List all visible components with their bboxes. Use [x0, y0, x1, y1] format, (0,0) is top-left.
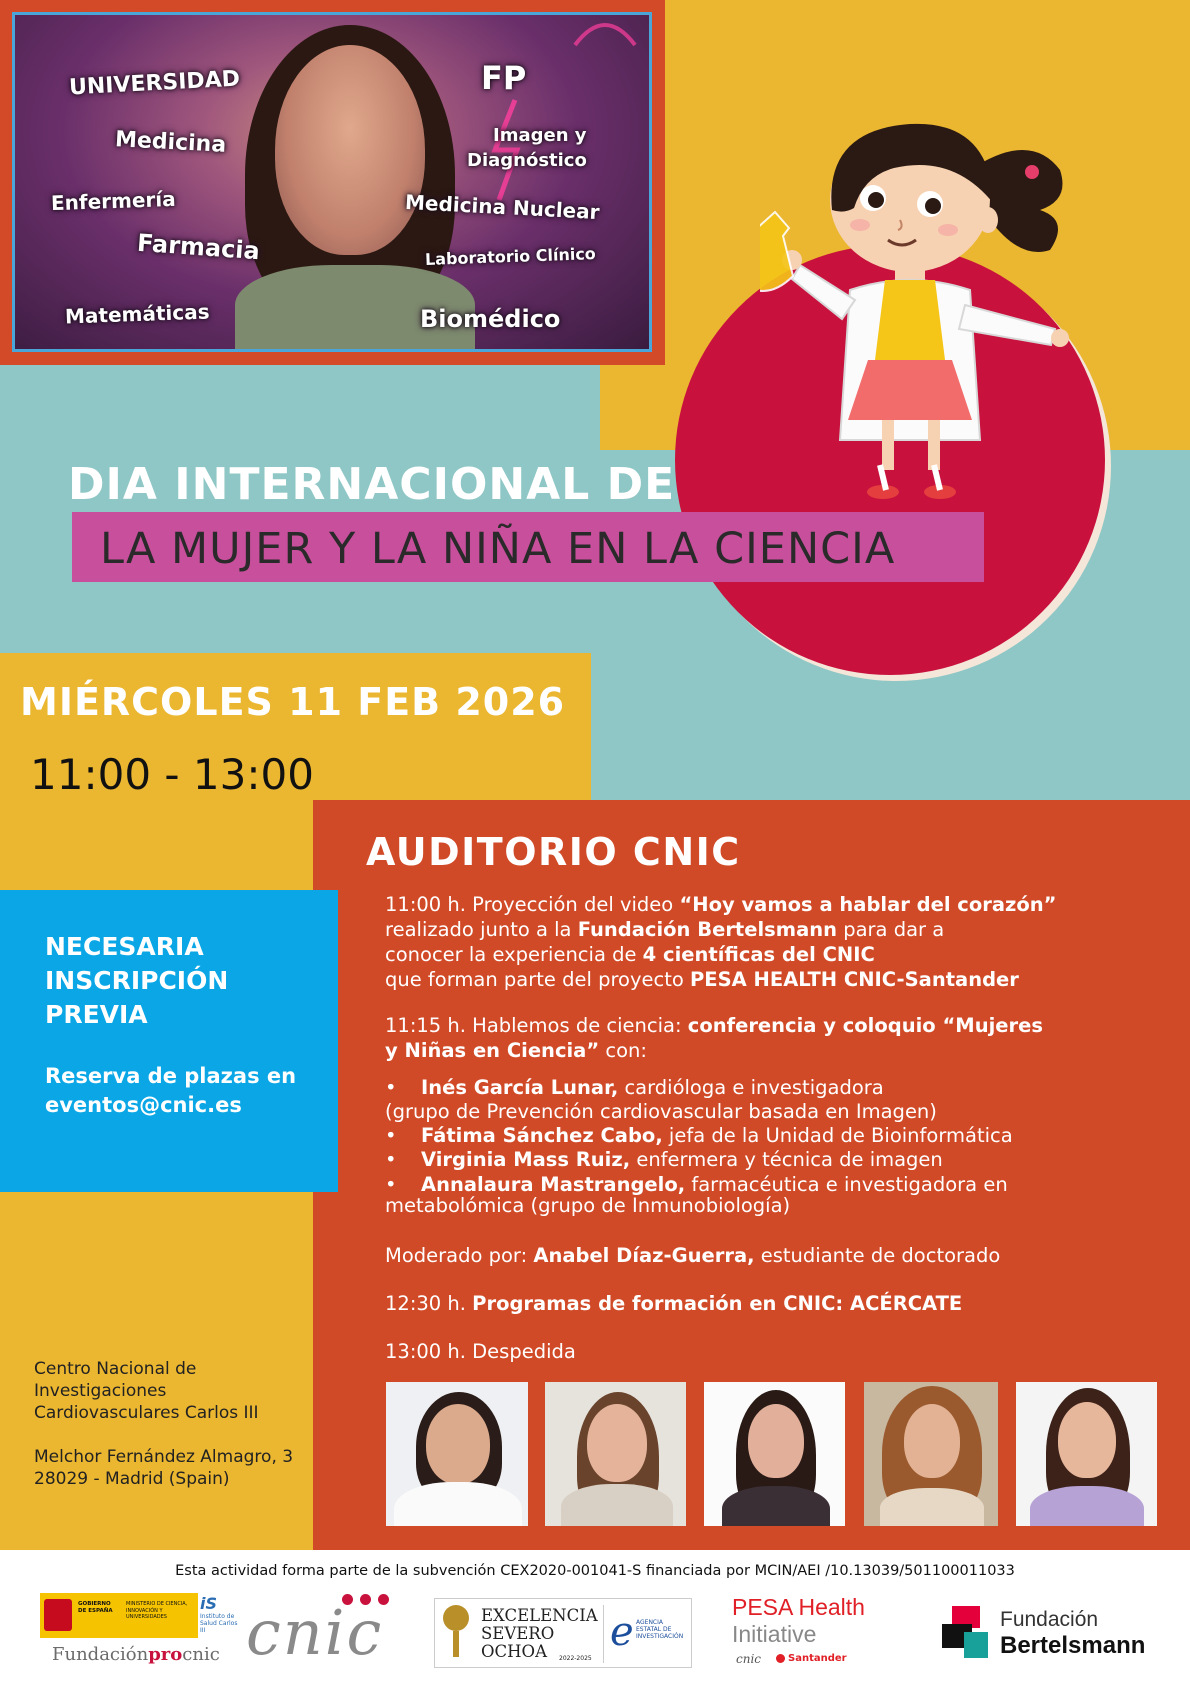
video-word-matematicas: Matemáticas: [64, 299, 210, 329]
bullet-icon: •: [385, 1173, 397, 1196]
speaker-name: Fátima Sánchez Cabo,: [421, 1124, 663, 1147]
address-line: Melchor Fernández Almagro, 3: [34, 1447, 294, 1467]
speaker-item-4: [385, 1174, 1085, 1216]
speaker-item-2: [385, 1124, 1085, 1148]
isciii-text: Instituto de Salud Carlos III: [200, 1613, 238, 1634]
program-text: realizado junto a la: [385, 918, 578, 941]
speaker-name: Virginia Mass Ruiz,: [421, 1148, 631, 1171]
severo-ochoa-text: [481, 1607, 598, 1661]
fundacion-procnic-text: Fundación: [52, 1644, 149, 1665]
isciii-icon: iS: [200, 1594, 218, 1613]
speaker-group: (grupo de Prevención cardiovascular basada en Imagen): [385, 1100, 937, 1123]
moderator-line: [385, 1243, 1085, 1268]
program-text: 11:00 h. Proyección del video: [385, 893, 680, 916]
moderator-name: Anabel Díaz-Guerra,: [533, 1244, 755, 1267]
spain-shield-icon: [44, 1599, 72, 1631]
video-word-enfermeria: Enfermería: [50, 186, 177, 216]
severo-ochoa-line: OCHOA: [481, 1642, 547, 1661]
severo-ochoa-logo: [434, 1598, 692, 1668]
video-word-laboratorio: Laboratorio Clínico: [424, 244, 597, 269]
aei-icon: e: [610, 1609, 634, 1655]
woman-face: [275, 45, 425, 255]
speaker-role: enfermera y técnica de imagen: [630, 1148, 943, 1171]
title-line-1: DIA INTERNACIONAL DE: [68, 459, 676, 510]
address-line: Centro Nacional de: [34, 1359, 197, 1379]
registration-heading: [45, 930, 305, 1032]
fundacion-procnic-logo: [52, 1644, 220, 1665]
program-project: PESA HEALTH CNIC-Santander: [690, 968, 1019, 991]
program-training: Programas de formación en CNIC: ACÉRCATE: [472, 1292, 963, 1315]
program-block-2: [385, 1013, 1085, 1063]
bullet-icon: •: [385, 1148, 397, 1171]
registration-heading-line: INSCRIPCIÓN: [45, 966, 229, 995]
gobierno-logo: [40, 1593, 198, 1638]
registration-heading-line: PREVIA: [45, 1000, 148, 1029]
speaker-group: metabolómica (grupo de Inmunobiología): [385, 1194, 791, 1217]
bertelsmann-mark-icon: [942, 1606, 990, 1658]
funding-note: Esta actividad forma parte de la subvención CEX2020-001041-S financiada por MCIN/AEI /10.13039/501100011033: [175, 1563, 1015, 1579]
event-date: MIÉRCOLES 11 FEB 2026: [20, 680, 566, 724]
speaker-photo-1: [386, 1382, 528, 1526]
video-word-farmacia: Farmacia: [136, 228, 261, 266]
address-line: Investigaciones: [34, 1381, 167, 1401]
aei-text: AGENCIA ESTATAL DE INVESTIGACIÓN: [636, 1619, 684, 1640]
program-text: 11:15 h. Hablemos de ciencia:: [385, 1014, 688, 1037]
bertelsmann-line-2: Bertelsmann: [1000, 1632, 1146, 1659]
speaker-photo-3: [704, 1382, 845, 1526]
isciii-logo: [200, 1594, 240, 1639]
severo-ochoa-line: SEVERO: [481, 1624, 555, 1643]
pesa-cnic-text: cnic: [736, 1652, 762, 1666]
fundacion-procnic-text: cnic: [182, 1644, 220, 1665]
registration-email-link[interactable]: eventos@cnic.es: [45, 1093, 242, 1117]
speaker-name: Annalaura Mastrangelo,: [421, 1173, 686, 1196]
program-text: 12:30 h.: [385, 1292, 473, 1315]
video-word-universidad: UNIVERSIDAD: [68, 66, 241, 101]
video-thumbnail: [12, 12, 652, 352]
speaker-item-3: [385, 1148, 1085, 1172]
address-line: 28029 - Madrid (Spain): [34, 1469, 230, 1489]
program-video-title: “Hoy vamos a hablar del corazón”: [679, 893, 1057, 916]
speaker-photo-5: [1016, 1382, 1157, 1526]
program-text: que forman parte del proyecto: [385, 968, 691, 991]
speaker-role: farmacéutica e investigadora en: [685, 1173, 1008, 1196]
fundacion-procnic-pro: pro: [148, 1644, 183, 1665]
registration-heading-line: NECESARIA: [45, 932, 204, 961]
bertelsmann-line-1: Fundación: [1000, 1608, 1099, 1631]
event-time: 11:00 - 13:00: [30, 750, 314, 799]
program-text: conocer la experiencia de: [385, 943, 643, 966]
moderator-role: estudiante de doctorado: [754, 1244, 1001, 1267]
cnic-logo: [246, 1592, 422, 1670]
gobierno-text: GOBIERNO DE ESPAÑA: [78, 1601, 113, 1614]
santander-flame-icon: [776, 1654, 785, 1663]
speaker-role: cardióloga e investigadora: [618, 1076, 884, 1099]
bertelsmann-logo: [942, 1606, 1162, 1666]
santander-text: Santander: [788, 1653, 847, 1664]
pesa-health-logo: [732, 1594, 902, 1672]
program-text: con:: [599, 1039, 647, 1062]
video-word-diagnostico: Diagnóstico: [467, 150, 587, 171]
program-scientists: 4 científicas del CNIC: [642, 943, 875, 966]
severo-ochoa-line: EXCELENCIA: [481, 1606, 598, 1625]
program-conference: y Niñas en Ciencia”: [385, 1039, 600, 1062]
program-conference: conferencia y coloquio “Mujeres: [687, 1014, 1043, 1037]
aei-logo: [603, 1605, 687, 1663]
bullet-icon: •: [385, 1124, 397, 1147]
video-word-medicina-nuclear: Medicina Nuclear: [404, 189, 601, 225]
program-block-3: [385, 1291, 1085, 1316]
registration-reserve-text: Reserva de plazas en: [45, 1064, 297, 1088]
severo-ochoa-medal-icon: [443, 1605, 469, 1657]
ministerio-text: MINISTERIO DE CIENCIA, INNOVACIÓN Y UNIVERSIDADES: [126, 1601, 188, 1620]
speaker-role: jefa de la Unidad de Bioinformática: [662, 1124, 1013, 1147]
pesa-health-title: PESA Health: [732, 1594, 865, 1620]
address-street: [34, 1446, 304, 1490]
scientist-girl-illustration: [760, 120, 1100, 505]
address-institution: [34, 1358, 304, 1424]
speaker-item-1: [385, 1076, 1085, 1124]
video-word-imagen: Imagen y: [493, 125, 587, 146]
cnic-wordmark: cnic: [246, 1596, 384, 1669]
speaker-photo-2: [545, 1382, 686, 1526]
pesa-health-subtitle: Initiative: [732, 1621, 817, 1647]
video-word-biomedico: Biomédico: [420, 305, 561, 333]
program-foundation: Fundación Bertelsmann: [577, 918, 838, 941]
address-line: Cardiovasculares Carlos III: [34, 1403, 259, 1423]
registration-reserve: [45, 1062, 335, 1120]
neon-shape-icon: [555, 12, 652, 85]
program-block-4: 13:00 h. Despedida: [385, 1340, 576, 1363]
video-word-fp: FP: [481, 59, 527, 97]
venue-title: AUDITORIO CNIC: [366, 830, 741, 874]
speaker-name: Inés García Lunar,: [421, 1076, 619, 1099]
video-word-medicina: Medicina: [114, 127, 227, 158]
program-text: Moderado por:: [385, 1244, 534, 1267]
title-line-2: LA MUJER Y LA NIÑA EN LA CIENCIA: [100, 524, 896, 574]
bullet-icon: •: [385, 1076, 397, 1099]
speaker-photo-4: [864, 1382, 998, 1526]
program-text: para dar a: [837, 918, 945, 941]
severo-ochoa-years: 2022-2025: [559, 1655, 592, 1662]
program-block-1: [385, 892, 1085, 992]
